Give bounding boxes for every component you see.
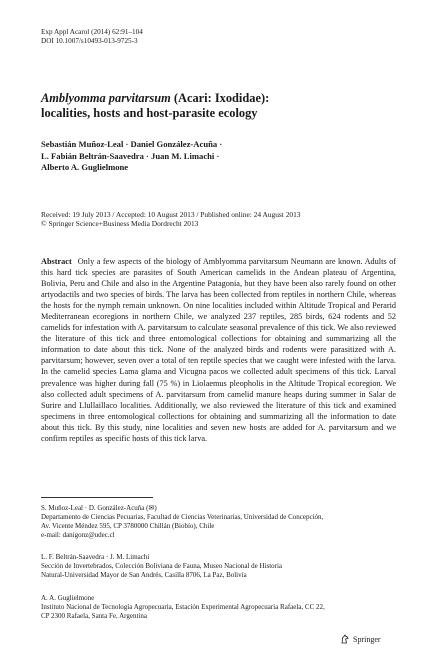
affiliation-2: [41, 553, 401, 580]
authors-line1: Sebastián Muñoz-Leal · Daniel González-Acuña ·: [41, 139, 223, 149]
copyright-line: © Springer Science+Business Media Dordrecht 2013: [41, 219, 199, 229]
abstract: [41, 256, 396, 444]
affiliation-1: [41, 504, 401, 540]
affiliation-2-line1: Sección de Invertebrados, Colección Boliviana de Fauna, Museo Nacional de Historia: [41, 561, 283, 570]
publisher-name: Springer: [353, 634, 381, 644]
title-rest: (Acari: Ixodidae):: [170, 91, 270, 105]
affiliation-1-line2: Av. Vicente Méndez 595, CP 3780000 Chillán (Biobío), Chile: [41, 521, 215, 530]
publisher-logo: [340, 634, 381, 644]
journal-doi: DOI 10.1007/s10493-013-9725-3: [41, 37, 138, 45]
affiliation-2-line2: Natural-Universidad Mayor de San Andrés, Casilla 8706, La Paz, Bolivia: [41, 570, 247, 579]
title-species: Amblyomma parvitarsum: [41, 91, 171, 105]
affiliation-1-email[interactable]: e-mail: danigonz@udec.cl: [41, 530, 115, 539]
affiliation-3-line2: CP 2300 Rafaela, Santa Fe, Argentina: [41, 611, 147, 620]
affiliation-2-names: L. F. Beltrán-Saavedra · J. M. Limachi: [41, 553, 150, 561]
abstract-heading: Abstract: [41, 257, 72, 266]
affiliation-1-line1: Departamento de Ciencias Pecuarias, Facultad de Ciencias Veterinarias, Universidad de Concepción,: [41, 512, 324, 521]
publication-dates: [41, 210, 401, 229]
springer-horse-icon: [340, 634, 350, 644]
affiliation-3-line1: Instituto Nacional de Tecnología Agropecuaria, Estación Experimental Agropecuaria Rafaela, CC 22,: [41, 602, 325, 611]
journal-header: [41, 28, 143, 46]
journal-citation: Exp Appl Acarol (2014) 62:91–104: [41, 28, 143, 36]
footnote-divider: [41, 497, 153, 498]
dates-line: Received: 19 July 2013 / Accepted: 10 August 2013 / Published online: 24 August 2013: [41, 210, 301, 219]
authors-line3: Alberto A. Guglielmone: [41, 162, 129, 173]
author-list: [41, 139, 381, 174]
affiliation-3: [41, 594, 401, 621]
title-line2: localities, hosts and host-parasite ecology: [41, 106, 258, 120]
authors-line2: L. Fabián Beltrán-Saavedra · Juan M. Limachi ·: [41, 150, 220, 161]
affiliation-3-names: A. A. Guglielmone: [41, 594, 95, 602]
abstract-text: Only a few aspects of the biology of Amblyomma parvitarsum Neumann are known. Adults of this hard tick species are parasites of South American camelids in the Andean plateau of Argentina, Bolivia, Peru and Chile and also in the Argentine Patagonia, but they have been also rarely found on other artyodactils and two species of birds. The larva has been collected from reptiles in northern Chile, whereas the hosts for the nymph remain unknown. On nine localities included within Altitude Tropical and Perarid Mediterranean ecoregions in northern Chile, we analyzed 237 reptiles, 285 birds, 624 rodents and 52 camelids for infestation with A. parvitarsum to calculate seasonal prevalence of this tick. We also reviewed the literature of this tick and three entomological collections for obtaining and summarizing all the information to date about this tick. None of the analyzed birds and rodents were parasitized with A. parvitarsum; however, seven over a total of ten reptile species that we caught were infested with the larva. In the camelid species Lama glama and Vicugna pacos we collected adult specimens of this tick. Larval prevalence was higher during fall (75 %) in Liolaemus pleopholis in the Altitude Tropical ecoregion. We also collected adult specimens of A. parvitarsum from camelid manure heaps during summer in Salar de Surire and Llullaillaco localities. Additionally, we also reviewed the literature of this tick and examined specimens in three entomological collections for obtaining and summarizing all the information to date about this tick. By this study, nine localities and seven new hosts are added for A. parvitarsum and we confirm reptiles as specific hosts of this tick larva.: [41, 257, 396, 443]
paper-title: [41, 91, 371, 121]
affiliation-1-names: S. Muñoz-Leal · D. González-Acuña (✉): [41, 504, 157, 512]
